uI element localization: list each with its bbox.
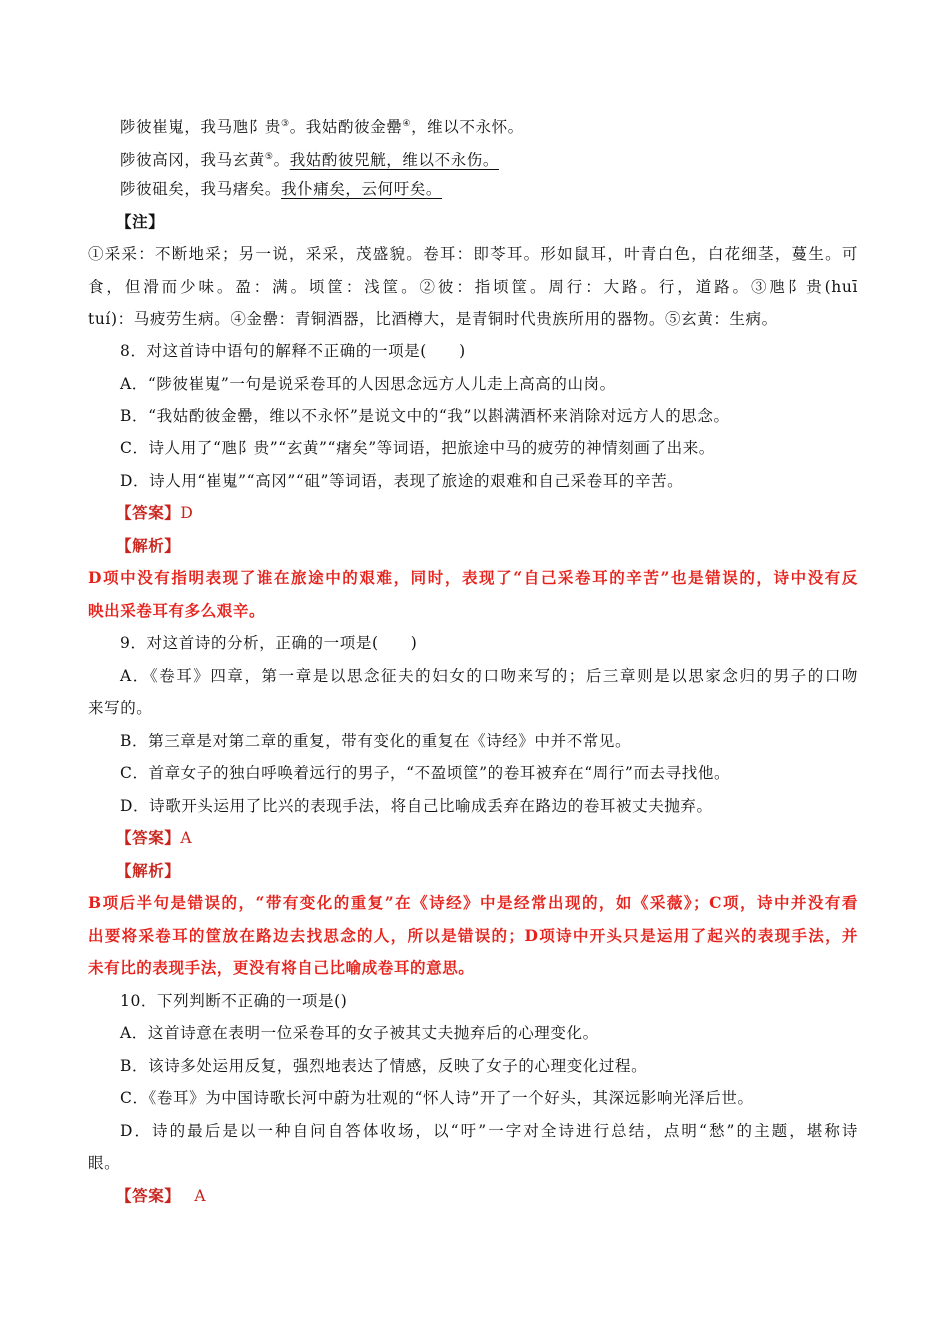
poem-stanza-3	[120, 147, 499, 170]
poem-text: ，维以不永怀。	[411, 118, 524, 136]
q8-analysis-line-1: D项中没有指明表现了谁在旅途中的艰难，同时，表现了“自己采卷耳的辛苦”也是错误的，诗中没有反	[88, 568, 858, 587]
note-ref: ③	[281, 119, 290, 129]
answer-value: A	[180, 829, 193, 847]
poem-text: 陟彼砠矣，我马瘏矣。	[120, 180, 282, 198]
underlined-poem-text: 我姑酌彼兕觥，维以不永伤。	[289, 151, 499, 169]
poem-text: 。	[273, 151, 290, 169]
q10-stem: 10．下列判断不正确的一项是()	[120, 992, 348, 1010]
notes-line-3: tuí)：马疲劳生病。④金罍：青铜酒器，比酒樽大，是青铜时代贵族所用的器物。⑤玄黄：生病。	[88, 310, 778, 328]
notes-heading: 【注】	[116, 212, 165, 231]
q8-answer	[116, 503, 193, 523]
q8-option-a: A．“陟彼崔嵬”一句是说采卷耳的人因思念远方人儿走上高高的山岗。	[120, 375, 616, 393]
q8-stem: 8．对这首诗中语句的解释不正确的一项是( )	[120, 342, 466, 360]
q10-answer	[116, 1186, 206, 1206]
q10-option-d-line-1: D．诗的最后是以一种自问自答体收场，以“吁”一字对全诗进行总结，点明“愁”的主题，堪称诗	[120, 1122, 858, 1140]
poem-text: 陟彼崔嵬，我马虺阝贵	[120, 118, 282, 136]
q9-option-a-line-1: A．《卷耳》四章，第一章是以思念征夫的妇女的口吻来写的；后三章则是以思家念归的男子的口吻	[120, 667, 858, 685]
q9-option-a-line-2: 来写的。	[88, 699, 153, 717]
poem-stanza-2	[120, 114, 524, 137]
notes-line-1: ①采采：不断地采；另一说，采采，茂盛貌。卷耳：即苓耳。形如鼠耳，叶青白色，白花细茎，蔓生。可	[88, 245, 858, 263]
answer-label: 【答案】	[116, 1186, 181, 1205]
underlined-poem-text: 我仆痡矣，云何吁矣。	[281, 180, 443, 198]
q9-analysis-line-2: 出要将采卷耳的筐放在路边去找思念的人，所以是错误的；D项诗中开头只是运用了起兴的表现手法，并	[88, 926, 858, 945]
notes-line-2: 食，但滑而少味。盈：满。顷筐：浅筐。②彼：指顷筐。周行：大路。行，道路。③虺阝贵(huī	[88, 278, 858, 296]
poem-text: 陟彼高冈，我马玄黄	[120, 151, 265, 169]
q9-analysis-line-3: 未有比的表现手法，更没有将自己比喻成卷耳的意思。	[88, 958, 475, 977]
q9-analysis-line-1: B项后半句是错误的，“带有变化的重复”在《诗经》中是经常出现的，如《采薇》；C项，诗中并没有看	[88, 893, 858, 912]
note-ref: ⑤	[264, 152, 274, 162]
q8-option-c: C．诗人用了“虺阝贵”“玄黄”“瘏矣”等词语，把旅途中马的疲劳的神情刻画了出来。	[120, 439, 715, 457]
q9-option-c: C．首章女子的独白呼唤着远行的男子，“不盈顷筐”的卷耳被弃在“周行”而去寻找他。	[120, 764, 731, 782]
q8-analysis-label: 【解析】	[116, 536, 181, 555]
q9-option-d: D．诗歌开头运用了比兴的表现手法，将自己比喻成丢弃在路边的卷耳被丈夫抛弃。	[120, 797, 713, 815]
q9-answer	[116, 828, 192, 848]
q9-option-b: B．第三章是对第二章的重复，带有变化的重复在《诗经》中并不常见。	[120, 732, 632, 750]
answer-value: D	[180, 504, 194, 522]
q9-stem: 9．对这首诗的分析，正确的一项是( )	[120, 634, 418, 652]
answer-value: A	[194, 1187, 207, 1205]
q8-analysis-line-2: 映出采卷耳有多么艰辛。	[88, 601, 266, 620]
note-ref: ④	[402, 119, 412, 129]
q10-option-a: A．这首诗意在表明一位采卷耳的女子被其丈夫抛弃后的心理变化。	[120, 1024, 599, 1042]
q9-analysis-label: 【解析】	[116, 861, 181, 880]
q8-option-b: B．“我姑酌彼金罍，维以不永怀”是说文中的“我”以斟满酒杯来消除对远方人的思念。	[120, 407, 730, 425]
q10-option-b: B．该诗多处运用反复，强烈地表达了情感，反映了女子的心理变化过程。	[120, 1057, 648, 1075]
answer-label: 【答案】	[116, 503, 181, 522]
q10-option-d-line-2: 眼。	[88, 1154, 121, 1172]
q10-option-c: C．《卷耳》为中国诗歌长河中蔚为壮观的“怀人诗”开了一个好头，其深远影响光泽后世。	[120, 1089, 754, 1107]
q8-option-d: D．诗人用“崔嵬”“高冈”“砠”等词语，表现了旅途的艰难和自己采卷耳的辛苦。	[120, 472, 684, 490]
poem-stanza-4	[120, 179, 442, 199]
answer-label: 【答案】	[116, 828, 181, 847]
poem-text: 。我姑酌彼金罍	[289, 118, 403, 136]
